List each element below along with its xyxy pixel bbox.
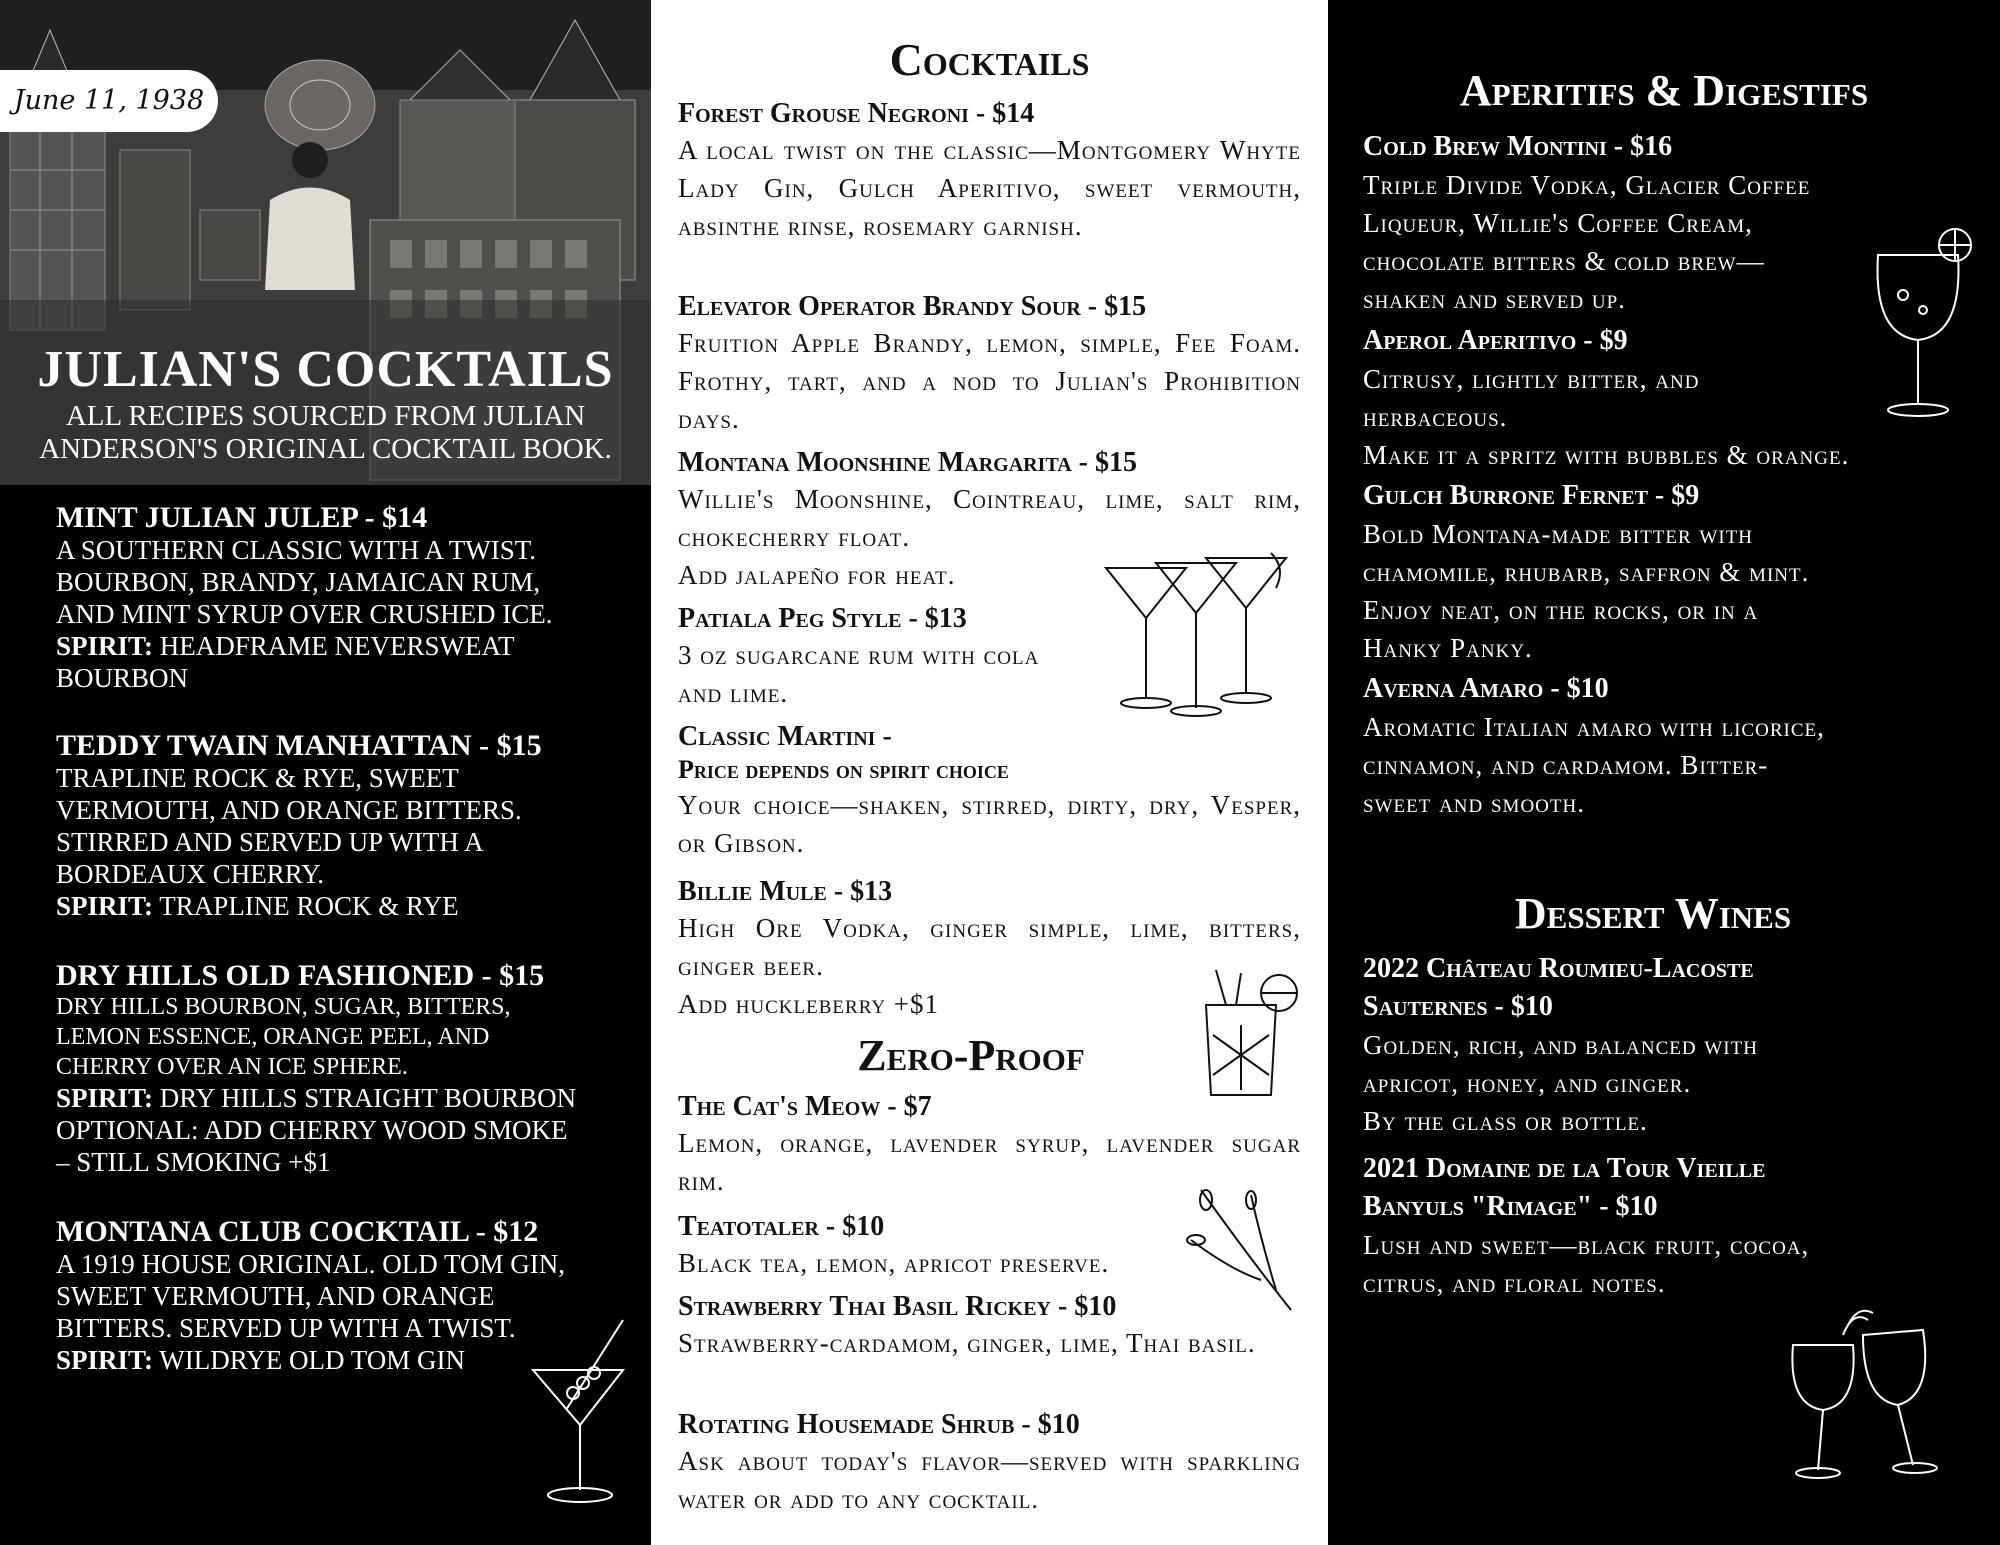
clinking-wine-glasses-icon (1783, 1305, 1953, 1480)
spirit-label: SPIRIT: (56, 891, 154, 921)
item-name: 2021 Domaine de la Tour Vieille (1363, 1153, 1766, 1184)
menu-item-classic-martini (678, 720, 1301, 862)
item-desc: shaken and served up. (1363, 284, 1626, 314)
item-desc: Citrusy, lightly bitter, and (1363, 364, 1700, 394)
item-spirit-cont: BOURBON (56, 663, 189, 693)
item-name: Teatotaler - $10 (678, 1211, 885, 1242)
item-desc: LEMON ESSENCE, ORANGE PEEL, AND (56, 1024, 490, 1050)
menu-item-mint-julian-julep (56, 502, 636, 694)
item-desc: sweet and smooth. (1363, 788, 1585, 818)
item-desc-addon: Add huckleberry +$1 (678, 989, 940, 1019)
item-name: TEDDY TWAIN MANHATTAN - $15 (56, 729, 542, 762)
margarita-glasses-icon (1101, 548, 1291, 718)
item-name: Strawberry Thai Basil Rickey - $10 (678, 1291, 1117, 1322)
item-desc: 3 oz sugarcane rum with cola (678, 640, 1040, 670)
item-desc: A 1919 HOUSE ORIGINAL. OLD TOM GIN, (56, 1249, 565, 1279)
item-name: 2022 Château Roumieu-Lacoste (1363, 953, 1754, 984)
item-name: Rotating Housemade Shrub - $10 (678, 1409, 1080, 1440)
item-desc: Fruition Apple Brandy, lemon, simple, Fee Foam. Frothy, tart, and a nod to Julian's Prohibition days. (678, 328, 1301, 434)
menu-item-chateau-roumieu-lacoste (1363, 950, 1953, 1140)
menu-item-dry-hills-old-fashioned (56, 960, 636, 1178)
brand-block (0, 340, 651, 465)
item-name: Patiala Peg Style - $13 (678, 603, 967, 634)
item-name: DRY HILLS OLD FASHIONED - $15 (56, 959, 545, 992)
item-desc: BITTERS. SERVED UP WITH A TWIST. (56, 1313, 516, 1343)
item-spirit (56, 1082, 636, 1114)
item-desc: Lemon, orange, lavender syrup, lavender sugar rim. (678, 1128, 1301, 1196)
menu-item-averna-amaro (1363, 670, 1953, 822)
item-spirit (56, 890, 636, 922)
item-desc: Golden, rich, and balanced with (1363, 1030, 1758, 1060)
spirit-label: SPIRIT: (56, 1345, 154, 1375)
menu-item-domaine-de-la-tour-vieille (1363, 1150, 1953, 1302)
item-desc: DRY HILLS BOURBON, SUGAR, BITTERS, (56, 994, 511, 1020)
menu-item-gulch-burrone-fernet (1363, 477, 1953, 667)
item-desc: Lush and sweet—black fruit, cocoa, (1363, 1230, 1810, 1260)
item-name: Classic Martini - (678, 721, 892, 752)
page-title: JULIAN'S COCKTAILS (37, 341, 614, 398)
menu-item-forest-grouse-negroni (678, 97, 1301, 245)
cocktails-heading: Cocktails (889, 34, 1090, 85)
item-desc: Willie's Moonshine, Cointreau, lime, salt rim, chokecherry float. (678, 484, 1301, 552)
item-desc: SWEET VERMOUTH, AND ORANGE (56, 1281, 495, 1311)
item-desc: A SOUTHERN CLASSIC WITH A TWIST. (56, 535, 537, 565)
item-desc-cont: and lime. (678, 678, 789, 708)
item-desc: Triple Divide Vodka, Glacier Coffee (1363, 170, 1811, 200)
spirit-value: DRY HILLS STRAIGHT BOURBON (159, 1083, 577, 1113)
spirit-label: SPIRIT: (56, 631, 154, 661)
item-name: MONTANA CLUB COCKTAIL - $12 (56, 1215, 539, 1248)
spirit-value: WILDRYE OLD TOM GIN (159, 1345, 466, 1375)
spirit-value: HEADFRAME NEVERSWEAT (159, 631, 515, 661)
item-name: Gulch Burrone Fernet - $9 (1363, 480, 1700, 511)
item-desc: VERMOUTH, AND ORANGE BITTERS. (56, 795, 522, 825)
item-desc: Aromatic Italian amaro with licorice, (1363, 712, 1825, 742)
item-desc: Liqueur, Willie's Coffee Cream, (1363, 208, 1753, 238)
lavender-sprig-icon (1181, 1180, 1301, 1315)
menu-item-elevator-operator-brandy-sour (678, 290, 1301, 438)
item-desc: TRAPLINE ROCK & RYE, SWEET (56, 763, 459, 793)
item-desc: Your choice—shaken, stirred, dirty, dry, Vesper, or Gibson. (678, 790, 1301, 858)
item-desc: STIRRED AND SERVED UP WITH A (56, 827, 484, 857)
item-desc: Enjoy neat, on the rocks, or in a (1363, 595, 1759, 625)
item-name: MINT JULIAN JULEP - $14 (56, 501, 428, 534)
item-desc: By the glass or bottle. (1363, 1106, 1648, 1136)
item-desc: herbaceous. (1363, 402, 1508, 432)
spirit-label: SPIRIT: (56, 1083, 154, 1113)
subtitle-line-2: ANDERSON'S ORIGINAL COCKTAIL BOOK. (39, 433, 612, 465)
item-desc: apricot, honey, and ginger. (1363, 1068, 1692, 1098)
old-fashioned-glass-icon (1191, 965, 1301, 1100)
item-desc: Ask about today's flavor—served with sparkling water or add to any cocktail. (678, 1446, 1301, 1514)
item-name-cont: Sauternes - $10 (1363, 991, 1553, 1022)
item-desc: High Ore Vodka, ginger simple, lime, bitters, ginger beer. (678, 913, 1301, 981)
date-tag: June 11, 1938 (0, 70, 218, 132)
vintage-photo-collage (0, 0, 651, 485)
item-desc: BOURBON, BRANDY, JAMAICAN RUM, (56, 567, 541, 597)
menu-item-teddy-twain-manhattan (56, 730, 636, 922)
item-name: Cold Brew Montini - $16 (1363, 131, 1673, 162)
item-desc: Strawberry-cardamom, ginger, lime, Thai basil. (678, 1328, 1256, 1358)
item-price-note: Price depends on spirit choice (678, 755, 1009, 784)
zero-proof-heading: Zero-Proof (857, 1031, 1085, 1080)
martini-glass-icon (528, 1315, 638, 1510)
item-name: The Cat's Meow - $7 (678, 1091, 932, 1122)
right-panel (1328, 0, 2000, 1545)
item-name: Montana Moonshine Margarita - $15 (678, 447, 1138, 478)
item-desc: CHERRY OVER AN ICE SPHERE. (56, 1054, 408, 1080)
item-desc: cinnamon, and cardamom. Bitter- (1363, 750, 1769, 780)
item-name: Aperol Aperitivo - $9 (1363, 325, 1628, 356)
aperitifs-heading: Aperitifs & Digestifs (1459, 66, 1869, 115)
left-panel (0, 0, 651, 1545)
item-option: OPTIONAL: ADD CHERRY WOOD SMOKE (56, 1115, 568, 1145)
item-desc: Bold Montana-made bitter with (1363, 519, 1754, 549)
item-desc: Black tea, lemon, apricot preserve. (678, 1248, 1110, 1278)
item-desc: chamomile, rhubarb, saffron & mint. (1363, 557, 1810, 587)
menu-item-rotating-housemade-shrub (678, 1408, 1301, 1518)
item-name: Averna Amaro - $10 (1363, 673, 1609, 704)
item-desc: Hanky Panky. (1363, 633, 1533, 663)
item-desc: AND MINT SYRUP OVER CRUSHED ICE. (56, 599, 553, 629)
subtitle-line-1: ALL RECIPES SOURCED FROM JULIAN (65, 400, 586, 432)
spritz-glass-icon (1863, 225, 1973, 420)
item-desc: Make it a spritz with bubbles & orange. (1363, 440, 1850, 470)
item-name-cont: Banyuls "Rimage" - $10 (1363, 1191, 1658, 1222)
item-name: Billie Mule - $13 (678, 876, 893, 907)
item-desc: citrus, and floral notes. (1363, 1268, 1666, 1298)
item-spirit (56, 630, 636, 662)
item-name: Elevator Operator Brandy Sour - $15 (678, 291, 1147, 322)
middle-panel (651, 0, 1328, 1545)
spirit-value: TRAPLINE ROCK & RYE (159, 891, 459, 921)
item-name: Forest Grouse Negroni - $14 (678, 98, 1035, 129)
item-desc-addon: Add jalapeño for heat. (678, 560, 956, 590)
item-desc: A local twist on the classic—Montgomery Whyte Lady Gin, Gulch Aperitivo, sweet vermouth, absinthe rinse, rosemary garnish. (678, 135, 1301, 241)
item-option: – STILL SMOKING +$1 (56, 1147, 331, 1177)
dessert-wines-heading: Dessert Wines (1514, 889, 1792, 938)
item-desc: BORDEAUX CHERRY. (56, 859, 325, 889)
item-desc: chocolate bitters & cold brew— (1363, 246, 1765, 276)
